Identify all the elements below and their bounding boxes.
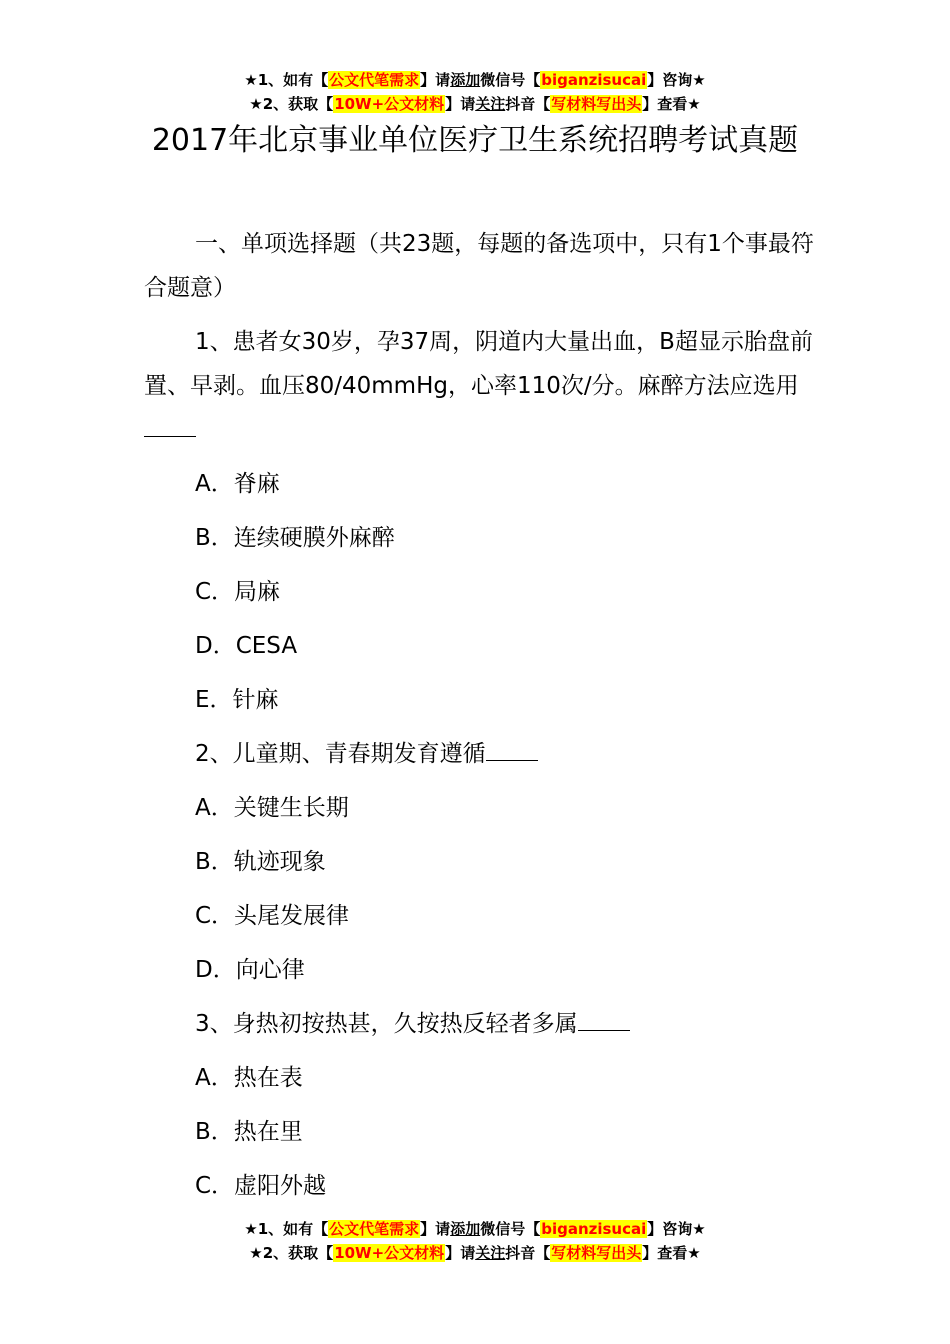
answer-option: D．CESA <box>195 633 298 659</box>
answer-option: B．轨迹现象 <box>195 849 326 875</box>
banner-highlight: 10W+公文材料 <box>334 95 445 113</box>
banner-text: ★1、如有【 <box>244 71 329 89</box>
bottom-banner <box>0 1217 950 1265</box>
banner-line-2 <box>0 1241 950 1265</box>
answer-option: C．头尾发展律 <box>195 903 350 929</box>
banner-text: 】查看★ <box>642 1244 701 1262</box>
banner-underline: 添加 <box>450 1220 481 1238</box>
banner-text: 】咨询★ <box>647 71 706 89</box>
answer-option: A．关键生长期 <box>195 795 349 821</box>
banner-text: 】请 <box>420 1220 451 1238</box>
answer-option: B．连续硬膜外麻醉 <box>195 525 395 551</box>
banner-text: 微信号【 <box>480 71 541 89</box>
banner-text: 】请 <box>420 71 451 89</box>
answer-option: E．针麻 <box>195 687 279 713</box>
section-heading: 一、单项选择题（共23题，每题的备选项中，只有1个事最符合题意） <box>144 231 814 301</box>
answer-option: C．虚阳外越 <box>195 1173 327 1199</box>
top-banner <box>0 68 950 116</box>
banner-text: 微信号【 <box>480 1220 541 1238</box>
banner-highlight: 写材料写出头 <box>551 95 642 113</box>
banner-text: ★2、获取【 <box>249 1244 334 1262</box>
banner-text: 抖音【 <box>505 1244 551 1262</box>
banner-highlight: 10W+公文材料 <box>334 1244 445 1262</box>
answer-blank <box>144 418 196 437</box>
banner-text: ★2、获取【 <box>249 95 334 113</box>
banner-underline: 添加 <box>450 71 481 89</box>
banner-underline: 关注 <box>475 95 506 113</box>
document-title: 2017年北京事业单位医疗卫生系统招聘考试真题 <box>151 123 799 158</box>
banner-highlight: 公文代笔需求 <box>329 71 420 89</box>
banner-text: ★1、如有【 <box>244 1220 329 1238</box>
answer-option: A．脊麻 <box>195 471 280 497</box>
answer-option: A．热在表 <box>195 1065 303 1091</box>
question-stem: 1、患者女30岁，孕37周，阴道内大量出血，B超显示胎盘前置、早剥。血压80/40mmHg，心率110次/分。麻醉方法应选用 <box>144 320 824 452</box>
document-body <box>144 222 824 1208</box>
banner-highlight: 公文代笔需求 <box>329 1220 420 1238</box>
question-stem: 3、身热初按热甚，久按热反轻者多属 <box>144 1002 824 1046</box>
banner-highlight: biganzisucai <box>541 71 647 89</box>
banner-text: 】咨询★ <box>647 1220 706 1238</box>
banner-line-1 <box>0 68 950 92</box>
answer-option: C．局麻 <box>195 579 281 605</box>
banner-text: 】请 <box>445 95 476 113</box>
banner-text: 】查看★ <box>642 95 701 113</box>
banner-highlight: biganzisucai <box>541 1220 647 1238</box>
answer-blank <box>486 742 538 761</box>
banner-highlight: 写材料写出头 <box>551 1244 642 1262</box>
answer-option: D．向心律 <box>195 957 305 983</box>
banner-text: 】请 <box>445 1244 476 1262</box>
banner-text: 抖音【 <box>505 95 551 113</box>
question-stem: 2、儿童期、青春期发育遵循 <box>144 732 824 776</box>
answer-blank <box>578 1012 630 1031</box>
banner-line-2 <box>0 92 950 116</box>
banner-line-1 <box>0 1217 950 1241</box>
banner-underline: 关注 <box>475 1244 506 1262</box>
answer-option: B．热在里 <box>195 1119 303 1145</box>
